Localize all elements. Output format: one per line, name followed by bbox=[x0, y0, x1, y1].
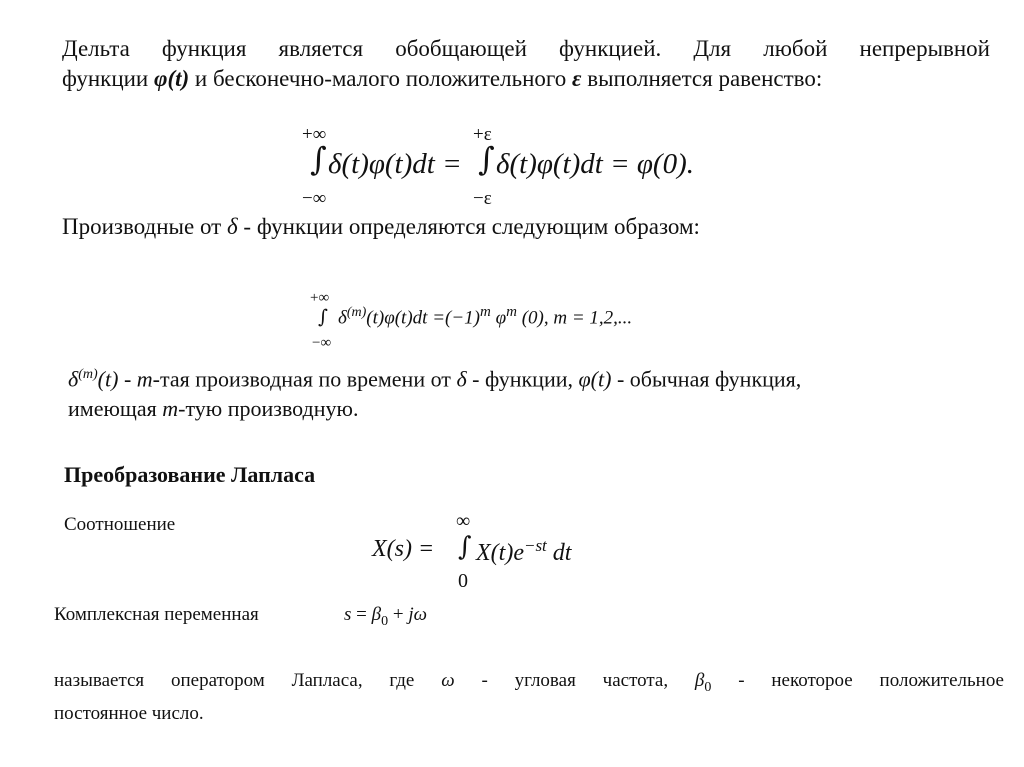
p2-post: - обычная функция, bbox=[611, 366, 802, 392]
laplace-operator-paragraph bbox=[54, 668, 1004, 727]
derivative-explanation bbox=[68, 360, 801, 424]
complex-variable-formula bbox=[344, 604, 427, 630]
delta-m-sup: (m) bbox=[78, 367, 98, 382]
formula-2-delta: δ bbox=[338, 307, 347, 329]
phi-t-symbol: φ(t) bbox=[578, 366, 612, 392]
intro-line-1: Дельта функция является обобщающей функцией. Для любой непрерывной bbox=[62, 36, 990, 61]
p2-line2-post: -тую производную. bbox=[178, 396, 359, 422]
m-symbol-1: m bbox=[136, 366, 153, 392]
formula-2-sup-m2: m bbox=[479, 304, 491, 320]
beta-symbol: β bbox=[371, 604, 382, 625]
p3-line1-mid: - угловая частота, bbox=[454, 670, 695, 691]
laplace-section-title: Преобразование Лапласа bbox=[64, 462, 316, 487]
laplace-integral-sign: ∫ bbox=[458, 532, 472, 562]
formula-2-body bbox=[338, 304, 632, 329]
limit-lower-3: −∞ bbox=[312, 335, 332, 351]
limit-upper-3: +∞ bbox=[310, 290, 330, 306]
derivative-explanation-line-1 bbox=[68, 360, 801, 394]
m-symbol-2: m bbox=[162, 396, 179, 422]
relation-label: Соотношение bbox=[64, 514, 176, 535]
laplace-exponent: −st bbox=[523, 536, 547, 555]
intro-line-2-pre: функции bbox=[62, 66, 154, 91]
formula-1-body-b: δ(t)φ(t)dt = φ(0). bbox=[496, 148, 695, 180]
derivatives-heading-post: - функции определяются следующим образом: bbox=[237, 214, 700, 239]
p2-mid2: -тая производная по времени от bbox=[152, 366, 457, 392]
laplace-dt: dt bbox=[546, 540, 572, 566]
limit-lower-1: −∞ bbox=[302, 188, 327, 209]
beta-sub-2: 0 bbox=[704, 679, 712, 695]
p3-line1-post: - некоторое положительное bbox=[711, 670, 1004, 691]
p2-mid3: - функции, bbox=[466, 366, 579, 392]
laplace-body bbox=[476, 536, 571, 567]
laplace-lhs: X(s) = bbox=[372, 536, 435, 562]
omega-symbol: ω bbox=[441, 670, 455, 691]
delta-m-arg: (t) bbox=[97, 366, 119, 392]
integral-sign-3: ∫ bbox=[318, 306, 328, 328]
cv-eq: = bbox=[351, 604, 372, 625]
derivatives-heading bbox=[62, 214, 700, 240]
formula-1-body-a: δ(t)φ(t)dt = bbox=[328, 148, 462, 180]
limit-lower-2: −ε bbox=[473, 188, 492, 209]
limit-upper-1: +∞ bbox=[302, 124, 327, 145]
laplace-body-main: X(t)e bbox=[476, 540, 524, 566]
intro-line-2-post: выполняется равенство: bbox=[581, 66, 823, 91]
formula-2-tail: (0), m = 1,2,... bbox=[516, 307, 633, 329]
formula-2-phi: φ bbox=[490, 307, 507, 329]
formula-2-sup-m3: m bbox=[506, 304, 517, 320]
p3-line-1 bbox=[54, 668, 1004, 701]
beta-symbol-2: β bbox=[694, 670, 705, 691]
beta-sub: 0 bbox=[381, 613, 389, 629]
laplace-upper-limit: ∞ bbox=[456, 510, 471, 532]
p3-line-2: постоянное число. bbox=[54, 702, 204, 724]
delta-symbol: δ bbox=[226, 214, 238, 239]
limit-upper-2: +ε bbox=[473, 124, 492, 145]
p2-line2-pre: имеющая bbox=[68, 396, 163, 422]
p2-mid1: - bbox=[118, 366, 137, 392]
laplace-lower-limit: 0 bbox=[458, 570, 468, 592]
phi-symbol: φ(t) bbox=[154, 66, 190, 91]
intro-line-2-mid: и бесконечно-малого положительного bbox=[189, 66, 573, 91]
intro-paragraph bbox=[62, 34, 990, 94]
intro-line-2 bbox=[62, 64, 990, 94]
complex-variable-label: Комплексная переменная bbox=[54, 604, 259, 625]
delta-m-symbol: δ bbox=[68, 366, 79, 392]
jw-symbol: jω bbox=[408, 604, 428, 625]
derivative-explanation-line-2 bbox=[68, 394, 801, 424]
epsilon-symbol: ε bbox=[572, 66, 582, 91]
formula-2-sup-m: (m) bbox=[346, 305, 367, 320]
integral-sign-2: ∫ bbox=[478, 140, 495, 178]
cv-plus: + bbox=[388, 604, 409, 625]
delta-symbol-2: δ bbox=[456, 366, 467, 392]
derivatives-heading-pre: Производные от bbox=[62, 214, 227, 239]
s-symbol: s bbox=[344, 604, 352, 625]
integral-sign-1: ∫ bbox=[310, 140, 327, 178]
p3-line1-pre: называется оператором Лапласа, где bbox=[54, 670, 442, 691]
formula-2-mid: (t)φ(t)dt =(−1) bbox=[366, 307, 480, 329]
